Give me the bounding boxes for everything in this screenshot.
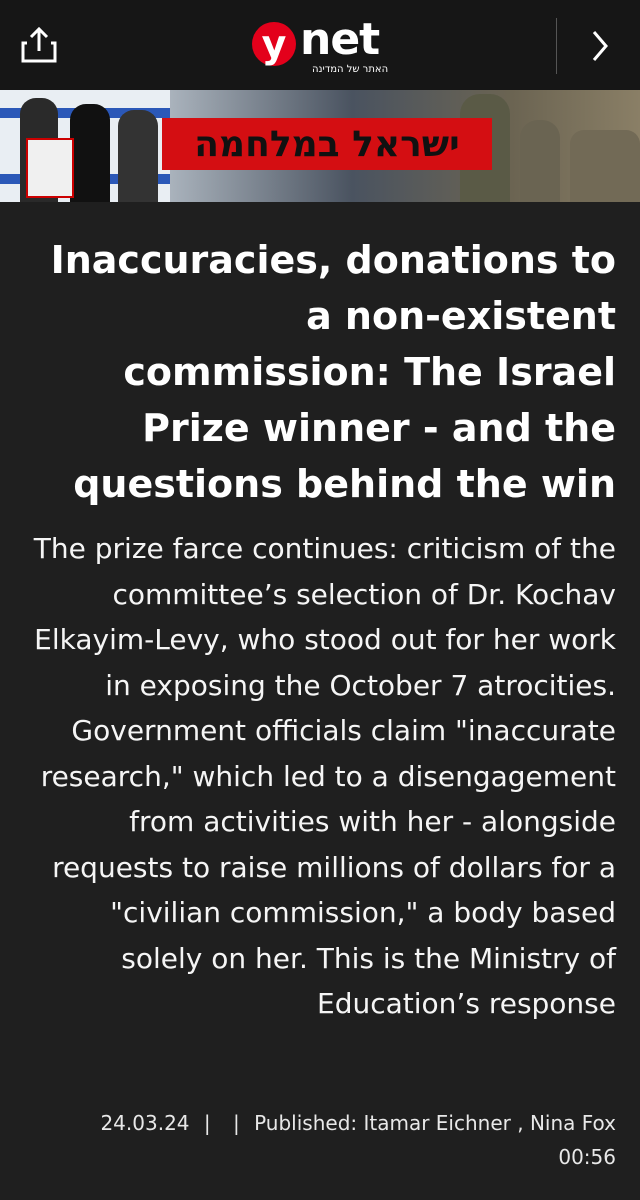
logo-letter: y [252,22,296,66]
banner-title: ישראל במלחמה [194,123,460,165]
banner-title-strip [162,118,492,170]
top-bar [0,0,640,90]
logo-word: net [300,14,380,65]
soldier-figure [520,120,560,202]
meta-separator: | [203,1111,211,1135]
next-article-button[interactable] [580,24,620,68]
publish-time: 00:56 [558,1145,616,1169]
publish-date: 24.03.24 [100,1111,190,1135]
share-icon [19,25,59,65]
war-banner[interactable] [0,90,640,202]
protester-figure [118,110,158,202]
published-label: Published: [254,1111,358,1135]
share-button[interactable] [16,22,62,68]
article-meta [40,1106,616,1174]
article-title: Inaccuracies, donations to a non-existent commission: The Israel Prize winner - and the questions behind the win [50,238,616,506]
protest-sign [26,138,74,198]
soldier-figure [570,130,640,202]
chevron-right-icon [588,28,612,64]
author-names[interactable]: Itamar Eichner , Nina Fox [363,1111,616,1135]
ynet-logo[interactable] [252,14,392,78]
header-divider [556,18,557,74]
logo-tagline: האתר של המדינה [312,64,389,75]
protester-figure [70,104,110,202]
meta-separator: | [232,1111,240,1135]
article-subtitle: The prize farce continues: criticism of the committee’s selection of Dr. Kochav Elkayim-Levy, who stood out for her work in exposing the October 7 atrocities. Government officials claim "inaccurate research," which led to a disengagement from activities with her - alongside requests to raise millions of dollars for a "civilian commission," a body based solely on her. This is the Ministry of Education’s response [33,532,616,1020]
